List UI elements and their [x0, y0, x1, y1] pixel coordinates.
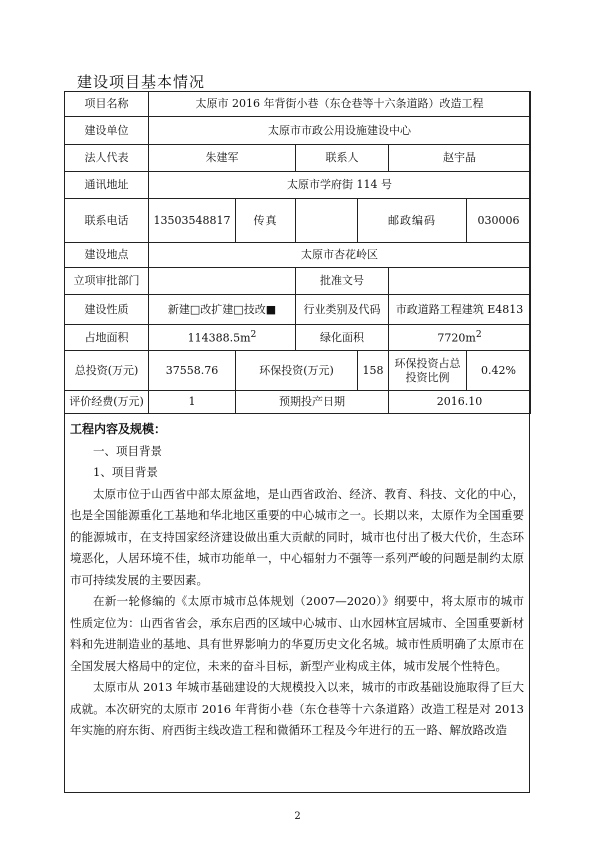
location-label: 建设地点	[65, 243, 149, 268]
start-date-label: 预期投产日期	[236, 391, 389, 414]
phone-label: 联系电话	[65, 199, 149, 243]
contact: 赵宇晶	[389, 145, 531, 172]
subsection-heading: 1、项目背景	[93, 465, 158, 479]
project-name-label: 项目名称	[65, 92, 149, 117]
postcode-label: 邮政编码	[358, 199, 467, 243]
eval-fee-label: 评价经费(万元)	[65, 391, 149, 414]
contact-label: 联系人	[296, 145, 389, 172]
content-section	[70, 419, 524, 742]
industry-label: 行业类别及代码	[296, 295, 389, 325]
page-number: 2	[294, 811, 301, 822]
approval-dept-label: 立项审批部门	[65, 268, 149, 295]
paragraph-1: 太原市位于山西省中部太原盆地，是山西省政治、经济、教育、科技、文化的中心，也是全国能源重化工基地和华北地区重要的中心城市之一。长期以来，太原作为全国重要的能源城市，在支持国家经济建设做出重大贡献的同时，城市也付出了极大代价，生态环境恶化，人居环境不佳，城市功能单一，中心辐射力不强等一系列严峻的问题是制约太原市可持续发展的主要因素。	[70, 486, 524, 587]
env-inv: 158	[358, 351, 389, 391]
total-inv-label: 总投资(万元)	[65, 351, 149, 391]
area-value: 114388.5m	[187, 331, 251, 345]
legal-rep-label: 法人代表	[65, 145, 149, 172]
total-inv: 37558.76	[149, 351, 236, 391]
approval-no-label: 批准文号	[296, 268, 389, 295]
green-unit-sup: 2	[475, 329, 482, 341]
area-label: 占地面积	[65, 325, 149, 351]
env-ratio-label: 环保投资占总投资比例	[389, 351, 467, 391]
env-inv-label: 环保投资(万元)	[236, 351, 358, 391]
project-name: 太原市 2016 年背街小巷（东仓巷等十六条道路）改造工程	[149, 92, 531, 117]
fax-label: 传真	[236, 199, 296, 243]
approval-dept	[149, 268, 296, 295]
basic-info-table	[64, 91, 531, 414]
eval-fee: 1	[149, 391, 236, 414]
postcode: 030006	[467, 199, 531, 243]
address-label: 通讯地址	[65, 172, 149, 199]
content-title: 工程内容及规模：	[70, 422, 167, 436]
paragraph-3: 太原市从 2013 年城市基础建设的大规模投入以来，城市的市政基础设施取得了巨大成就。本次研究的太原市 2016 年背街小巷（东仓巷等十六条道路）改造工程是对 2013 年实施的府东街、府西街主线改造工程和微循环工程及今年进行的五一路、解放路改造	[70, 680, 524, 737]
green-value: 7720m	[437, 331, 476, 345]
area	[149, 325, 296, 351]
section-heading: 一、项目背景	[93, 443, 162, 458]
legal-rep: 朱建军	[149, 145, 296, 172]
builder: 太原市市政公用设施建设中心	[149, 117, 531, 145]
fax	[296, 199, 358, 243]
phone: 13503548817	[149, 199, 236, 243]
builder-label: 建设单位	[65, 117, 149, 145]
green	[389, 325, 531, 351]
address: 太原市学府街 114 号	[149, 172, 531, 199]
green-label: 绿化面积	[296, 325, 389, 351]
start-date: 2016.10	[389, 391, 531, 414]
industry: 市政道路工程建筑 E4813	[389, 295, 531, 325]
nature-label: 建设性质	[65, 295, 149, 325]
paragraph-2: 在新一轮修编的《太原市城市总体规划（2007—2020）》纲要中，将太原市的城市性质定位为：山西省省会，承东启西的区域中心城市、山水园林宜居城市、全国重要新材料和先进制造业的基地、具有世界影响力的华夏历史文化名城。城市性质明确了太原市在全国发展大格局中的定位，未来的奋斗目标，新型产业构成主体，城市发展个性特色。	[70, 594, 524, 673]
nature: 新建□改扩建□技改■	[149, 295, 296, 325]
approval-no	[389, 268, 531, 295]
location: 太原市杏花岭区	[149, 243, 531, 268]
area-unit-sup: 2	[250, 329, 257, 341]
page-heading: 建设项目基本情况	[77, 73, 206, 91]
env-ratio: 0.42%	[467, 351, 531, 391]
